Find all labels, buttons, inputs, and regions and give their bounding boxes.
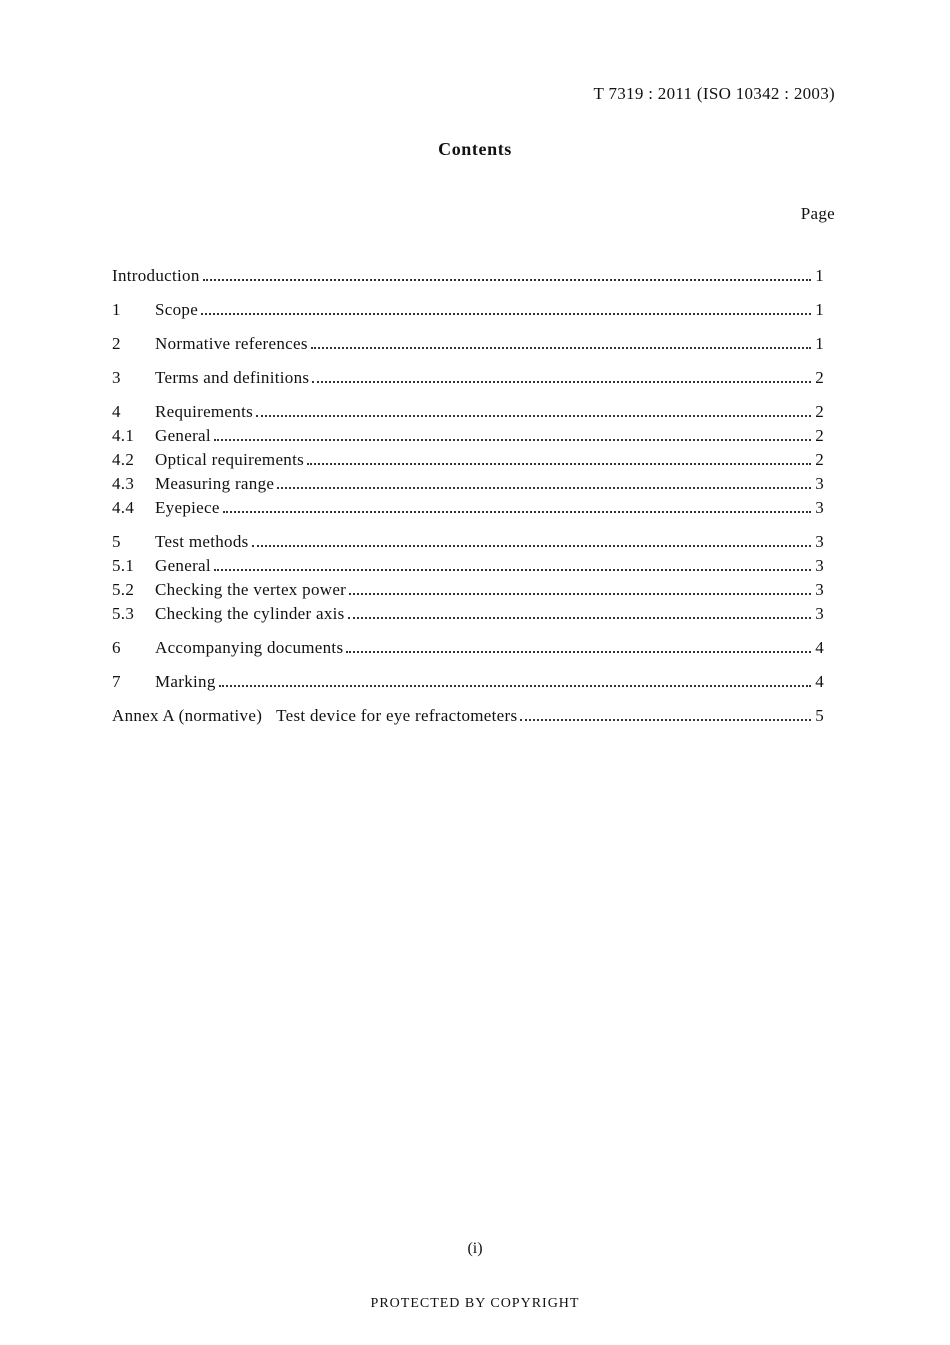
toc-entry-annex-a[interactable] [112,706,824,730]
toc-entry-label: Test methods [155,532,249,551]
toc-entry-page: 3 [815,604,824,623]
toc-entry-label: Optical requirements [155,450,305,469]
toc-entry-number: 6 [112,638,121,657]
toc-entry-eyepiece[interactable] [112,498,824,522]
footer-page-number: (i) [467,1240,483,1257]
toc-entry-test-methods[interactable] [112,532,824,556]
toc-entry-label: Marking [155,672,216,691]
dot-leader [223,511,811,513]
toc-entry-accompanying-documents[interactable] [112,638,824,662]
document-reference: T 7319 : 2011 (ISO 10342 : 2003) [593,84,835,103]
toc-entry-number: 4.3 [112,474,135,493]
dot-leader [307,463,811,465]
toc-entry-normative-references[interactable] [112,334,824,358]
table-of-contents [112,266,824,730]
toc-entry-number: 4.2 [112,450,135,469]
toc-entry-vertex-power[interactable] [112,580,824,604]
toc-entry-label: Terms and definitions [155,368,310,387]
dot-leader [214,569,811,571]
toc-entry-number: 5.3 [112,604,135,623]
toc-entry-5-1-general[interactable] [112,556,824,580]
dot-leader [312,381,811,383]
toc-entry-page: 1 [815,266,824,285]
toc-entry-page: 3 [815,498,824,517]
toc-entry-label: General [155,556,211,575]
dot-leader [203,279,811,281]
toc-entry-page: 1 [815,334,824,353]
dot-leader [277,487,811,489]
toc-entry-scope[interactable] [112,300,824,324]
toc-entry-label: Normative references [155,334,308,353]
toc-entry-number: 5.1 [112,556,135,575]
dot-leader [346,651,811,653]
toc-entry-label: General [155,426,211,445]
toc-entry-page: 4 [815,638,824,657]
toc-entry-page: 2 [815,402,824,421]
toc-entry-label: Requirements [155,402,254,421]
toc-entry-label: Eyepiece [155,498,220,517]
toc-entry-label: Checking the cylinder axis [155,604,345,623]
toc-entry-terms-definitions[interactable] [112,368,824,392]
contents-title: Contents [438,139,512,159]
page-column-label: Page [800,204,835,223]
toc-entry-optical-requirements[interactable] [112,450,824,474]
toc-entry-number: 7 [112,672,121,691]
dot-leader [219,685,811,687]
dot-leader [252,545,811,547]
toc-entry-number: 1 [112,300,121,319]
toc-entry-requirements[interactable] [112,402,824,426]
toc-entry-label: Checking the vertex power [155,580,347,599]
toc-entry-marking[interactable] [112,672,824,696]
toc-entry-number: 5 [112,532,121,551]
dot-leader [311,347,811,349]
toc-entry-page: 5 [815,706,824,725]
toc-entry-number: 4.4 [112,498,135,517]
dot-leader [520,719,811,721]
toc-entry-number: 4 [112,402,121,421]
toc-entry-page: 3 [815,532,824,551]
toc-entry-page: 2 [815,368,824,387]
toc-entry-page: 3 [815,580,824,599]
dot-leader [201,313,811,315]
copyright-notice: PROTECTED BY COPYRIGHT [370,1296,580,1311]
toc-entry-label: Test device for eye refractometers [276,706,518,725]
dot-leader [349,593,811,595]
toc-entry-4-1-general[interactable] [112,426,824,450]
toc-entry-cylinder-axis[interactable] [112,604,824,628]
toc-entry-label: Accompanying documents [155,638,344,657]
toc-entry-measuring-range[interactable] [112,474,824,498]
toc-entry-page: 3 [815,474,824,493]
dot-leader [214,439,811,441]
toc-entry-label: Measuring range [155,474,275,493]
toc-entry-number: 5.2 [112,580,135,599]
toc-entry-page: 1 [815,300,824,319]
toc-entry-number: 4.1 [112,426,135,445]
toc-entry-page: 2 [815,450,824,469]
toc-entry-page: 4 [815,672,824,691]
toc-entry-page: 3 [815,556,824,575]
dot-leader [256,415,811,417]
toc-annex-prefix: Annex A (normative) [112,706,263,725]
dot-leader [348,617,811,619]
toc-entry-number: 3 [112,368,121,387]
toc-entry-number: 2 [112,334,121,353]
toc-entry-page: 2 [815,426,824,445]
toc-entry-introduction[interactable] [112,266,824,290]
toc-entry-label: Introduction [112,266,200,285]
toc-entry-label: Scope [155,300,199,319]
